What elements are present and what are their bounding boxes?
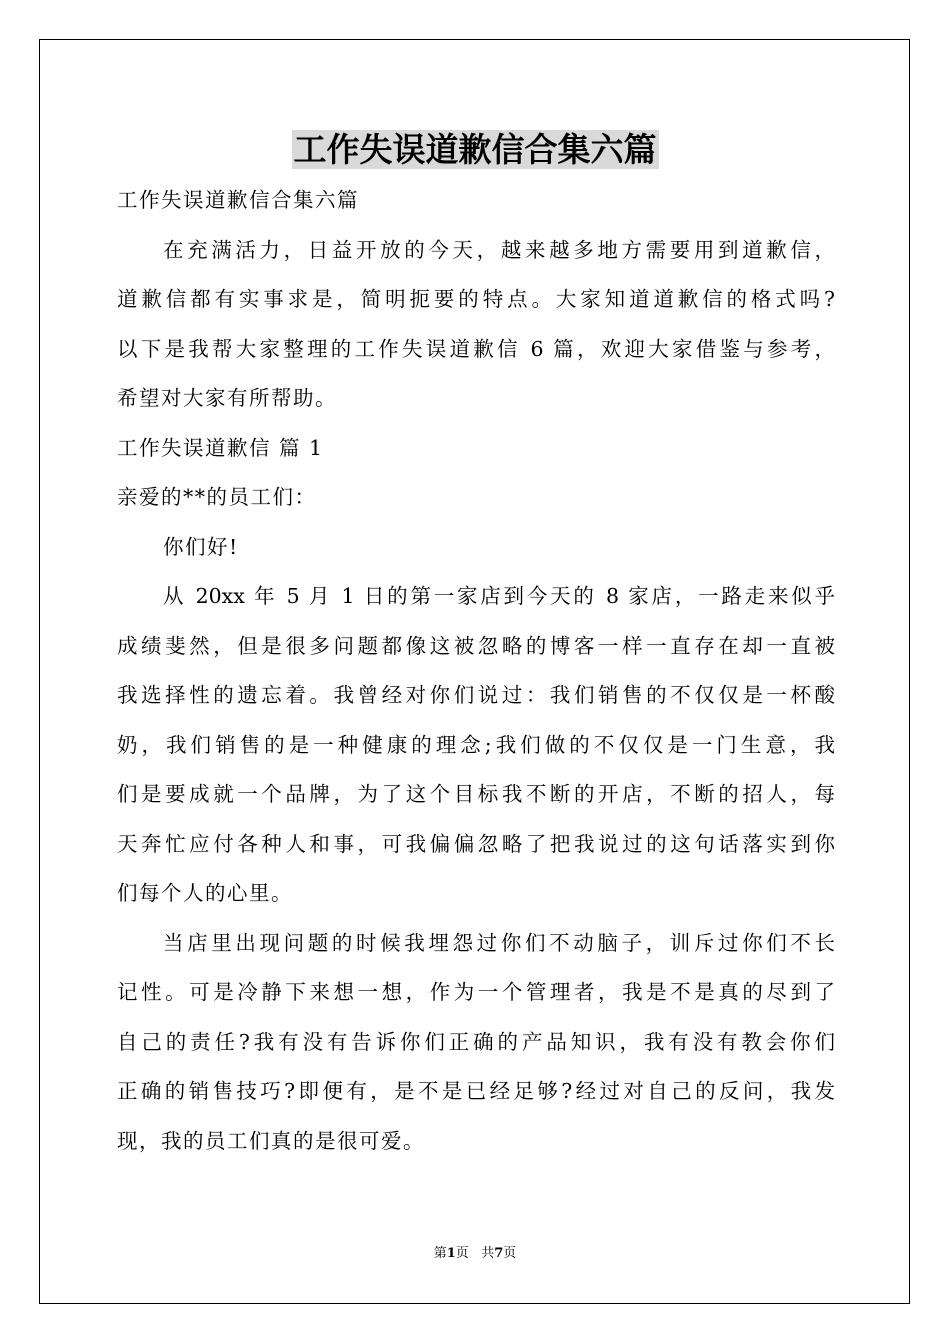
page-suffix: 页 bbox=[455, 1246, 469, 1261]
paragraph-line: 从 20xx 年 5 月 1 日的第一家店到今天的 8 家店，一路走来似乎 bbox=[163, 584, 835, 608]
page-footer bbox=[0, 1244, 950, 1264]
total-suffix: 页 bbox=[503, 1246, 517, 1261]
paragraph-line: 现，我的员工们真的是很可爱。 bbox=[117, 1128, 425, 1153]
paragraph-line: 天奔忙应付各种人和事，可我偏偏忽略了把我说过的这句话落实到你 bbox=[117, 831, 835, 856]
paragraph-line: 记性。可是冷静下来想一想，作为一个管理者，我是不是真的尽到了 bbox=[117, 980, 835, 1004]
paragraph-line: 道歉信都有实事求是，简明扼要的特点。大家知道道歉信的格式吗? bbox=[117, 287, 835, 311]
total-prefix: 共 bbox=[481, 1246, 495, 1261]
intro-heading: 工作失误道歉信合集六篇 bbox=[117, 188, 359, 212]
greeting: 你们好! bbox=[163, 534, 239, 559]
document-body bbox=[117, 176, 835, 1166]
paragraph-line: 以下是我帮大家整理的工作失误道歉信 6 篇，欢迎大家借鉴与参考， bbox=[117, 336, 835, 361]
paragraph-line: 当店里出现问题的时候我埋怨过你们不动脑子，训斥过你们不长 bbox=[163, 930, 835, 955]
page-prefix: 第 bbox=[433, 1246, 447, 1261]
total-pages: 7 bbox=[494, 1246, 504, 1261]
paragraph-line: 希望对大家有所帮助。 bbox=[117, 386, 337, 410]
paragraph-line: 们每个人的心里。 bbox=[117, 881, 293, 905]
paragraph-line: 正确的销售技巧?即便有，是不是已经足够?经过对自己的反问，我发 bbox=[117, 1079, 835, 1103]
paragraph-line: 们是要成就一个品牌，为了这个目标我不断的开店，不断的招人，每 bbox=[117, 782, 835, 806]
document-title bbox=[0, 122, 950, 178]
document-title-text: 工作失误道歉信合集六篇 bbox=[293, 130, 657, 169]
paragraph-line: 我选择性的遗忘着。我曾经对你们说过：我们销售的不仅仅是一杯酸 bbox=[117, 683, 835, 707]
paragraph-line: 奶，我们销售的是一种健康的理念;我们做的不仅仅是一门生意，我 bbox=[117, 732, 835, 757]
paragraph-line: 在充满活力，日益开放的今天，越来越多地方需要用到道歉信， bbox=[163, 237, 835, 262]
paragraph-line: 自己的责任?我有没有告诉你们正确的产品知识，我有没有教会你们 bbox=[117, 1029, 835, 1054]
page-number: 1 bbox=[446, 1246, 456, 1261]
paragraph-line: 成绩斐然，但是很多问题都像这被忽略的博客一样一直存在却一直被 bbox=[117, 633, 835, 658]
section-heading: 工作失误道歉信 篇 1 bbox=[117, 435, 324, 460]
salutation: 亲爱的**的员工们： bbox=[117, 485, 317, 509]
